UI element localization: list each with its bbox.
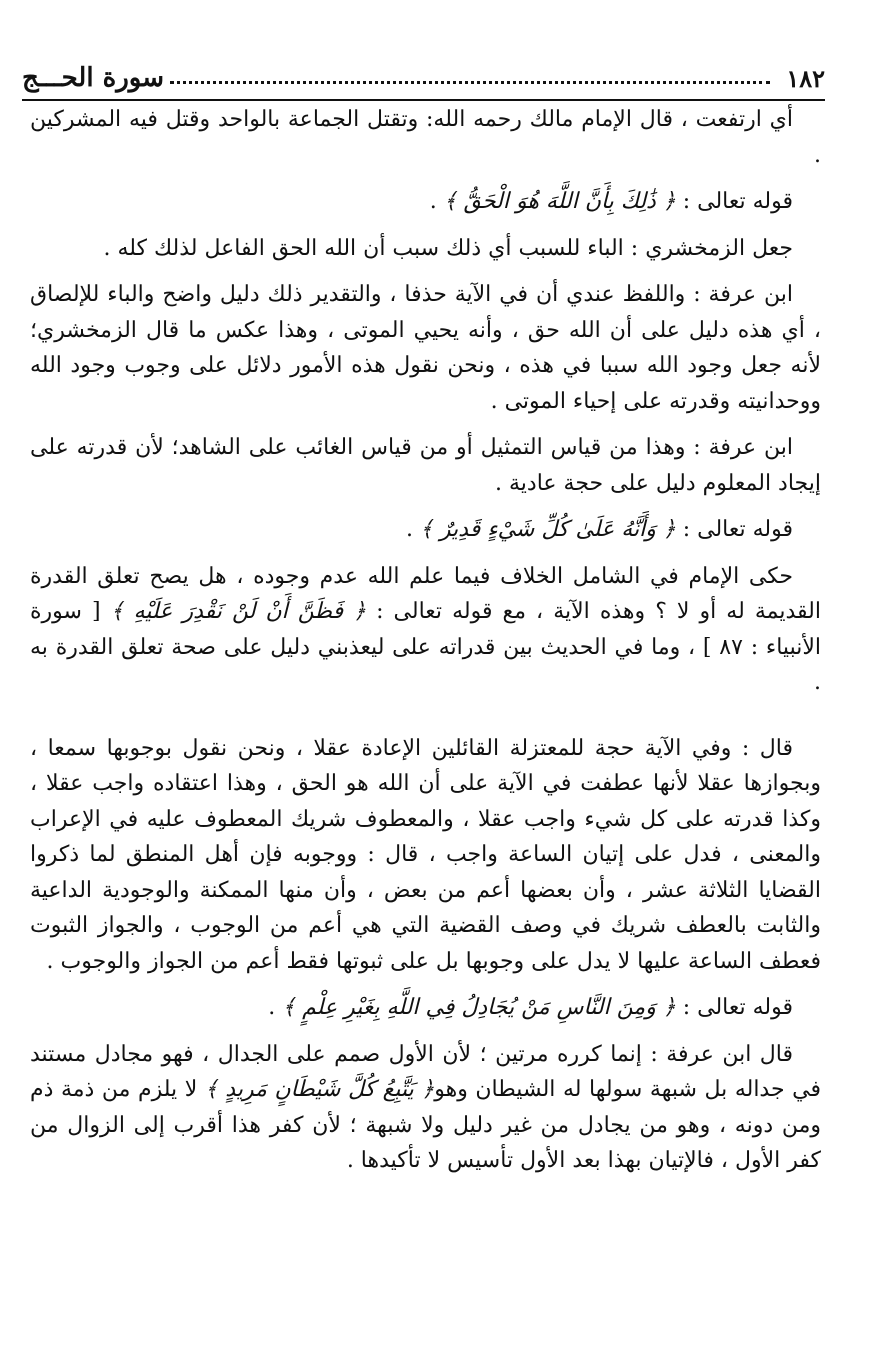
paragraph-10: قال ابن عرفة : إنما كرره مرتين ؛ لأن الأول صمم على الجدال ، فهو مجادل مستند في جداله بل شبهة سولها له الشيطان وهو﴿ يَتَّبِعُ كُلَّ شَيْطَانٍ مَرِيدٍ ﴾ لا يلزم من ذمة ذم ومن دونه ، وهو من يجادل من غير دليل ولا شبهة ؛ لأن كفر هذا أقرب إلى الزوال من كفر الأول ، فالإتيان بهذا بعد الأول تأسيس لا تأكيدها . — [30, 1041, 821, 1173]
paragraph-6-verse: قوله تعالى : ﴿ وَأَنَّهُ عَلَىٰ كُلِّ شَيْءٍ قَدِيرٌ ﴾ . — [406, 517, 793, 542]
page-number: ١٨٢ — [786, 63, 825, 93]
paragraph-7: حكى الإمام في الشامل الخلاف فيما علم الله عدم وجوده ، هل يصح تعلق القدرة القديمة له أو لا ؟ وهذه الآية ، مع قوله تعالى : ﴿ فَظَنَّ أَنْ لَنْ نَقْدِرَ عَلَيْهِ ﴾ [ سورة الأنبياء : ٨٧ ] ، وما في الحديث بين قدراته على ليعذبني دليل على صحة تعلق القدرة به . — [30, 563, 821, 695]
page-body — [30, 102, 821, 1179]
paragraph-5: ابن عرفة : وهذا من قياس التمثيل أو من قياس الغائب على الشاهد؛ لأن قدرته على إيجاد المعلوم دليل على حجة عادية . — [30, 435, 821, 496]
header-dotted-leader — [170, 69, 770, 84]
quran-verse: ﴿ ذَٰلِكَ بِأَنَّ اللَّهَ هُوَ الْحَقُّ ﴾ — [443, 189, 676, 214]
header-rule — [22, 99, 825, 101]
paragraph-3: جعل الزمخشري : الباء للسبب أي ذلك سبب أن الله الحق الفاعل لذلك كله . — [103, 235, 793, 261]
paragraph-8: قال : وفي الآية حجة للمعتزلة القائلين الإعادة عقلا ، ونحن نقول بوجوبها سمعا ، وبجوازها عقلا لأنها عطفت في الآية على أن الله هو الحق ، وهذا اعتقاده واجب عقلا ، وكذا قدرته على كل شيء واجب عقلا ، والمعطوف شريك المعطوف عليه في الإعراب والمعنى ، فدل على إتيان الساعة واجب ، قال : ووجوبه فإن أهل المنطق لما ذكروا القضايا الثلاثة عشر ، وأن بعضها أعم من بعض ، وأن منها الممكنة والوجودية الداعية والثابت بالعطف شريك في وصف القضية التي هي أعم من الوجوب ، والجواز الثبوت فعطف الساعة عليها لا يدل على وجوبها بل على ثبوتها فقط أعم من الجواز والوجوب . — [30, 735, 821, 974]
quran-verse: ﴿ وَمِنَ النَّاسِ مَنْ يُجَادِلُ فِي اللَّهِ بِغَيْرِ عِلْمٍ ﴾ — [282, 995, 676, 1020]
quran-verse: ﴿ وَأَنَّهُ عَلَىٰ كُلِّ شَيْءٍ قَدِيرٌ ﴾ — [420, 517, 676, 542]
paragraph-9-verse: قوله تعالى : ﴿ وَمِنَ النَّاسِ مَنْ يُجَادِلُ فِي اللَّهِ بِغَيْرِ عِلْمٍ ﴾ . — [268, 995, 793, 1020]
quran-verse: ﴿ فَظَنَّ أَنْ لَنْ نَقْدِرَ عَلَيْهِ ﴾ — [110, 599, 367, 624]
paragraph-1: أي ارتفعت ، قال الإمام مالك رحمه الله: وتقتل الجماعة بالواحد وقتل فيه المشركين . — [30, 107, 821, 168]
quran-verse: ﴿ يَتَّبِعُ كُلَّ شَيْطَانٍ مَرِيدٍ ﴾ — [204, 1077, 435, 1102]
paragraph-2-verse: قوله تعالى : ﴿ ذَٰلِكَ بِأَنَّ اللَّهَ هُوَ الْحَقُّ ﴾ . — [429, 189, 793, 214]
surah-title: سورة الحـــج — [22, 63, 165, 93]
paragraph-4: ابن عرفة : واللفظ عندي أن في الآية حذفا ، والتقدير ذلك دليل واضح والباء للإلصاق ، أي هذه دليل على أن الله حق ، وأنه يحيي الموتى ، وهذا عكس ما قال الزمخشري؛ لأنه جعل وجود الله سببا في هذه ، ونحن نقول هذه الأمور دلائل على وجوب وجود الله ووحدانيته وقدرته على إحياء الموتى . — [30, 282, 821, 414]
page-header — [22, 58, 825, 98]
